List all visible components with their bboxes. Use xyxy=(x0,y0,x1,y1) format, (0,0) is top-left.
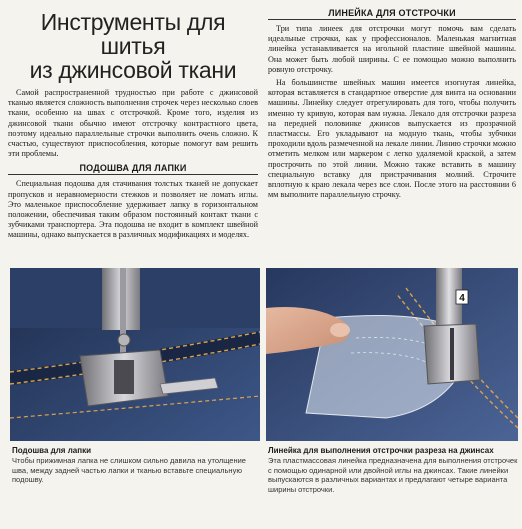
ruler-paragraph-2: На большинстве швейных машин имеется изогнутая линейка, которая вставляется в стандартное отверстие для винта на основании машины. Линейку следует отрегулировать для того, чтобы получить именно ту кривую, которая вам нужна. Лекало для отстрочки разреза на передней половинке джинсов выпускается из прозрачной пластмассы. Его укладывают на модную ткань, чтобы зубчики проходили вдоль размеченной на лекале линии. Линию строчки можно отметить мелком или маркером с легко удаляемой краской, а затем прострочить по этой линии. Можно также вставить в машину специальную вставку для пристрачивания молний. Строчите вплотную к краю лекала через все слои. После этого на расстоянии 6 мм выполните параллельную строчку. xyxy=(268,78,516,200)
seam-guide-photo xyxy=(266,268,518,441)
ruler-paragraph-1: Три типа линеек для отстрочки могут помочь вам сделать идеальные строчки, как у профессионалов. Маленькая магнитная линейка устанавливается на игольной пластине швейной машины. Она может быть любой ширины. С ее помощью можно выполнить ровную отстрочку. xyxy=(268,24,516,74)
presser-foot-illustration xyxy=(10,268,260,441)
presser-foot-caption-title: Подошва для лапки xyxy=(12,446,91,455)
intro-paragraph: Самой распространенной трудностью при работе с джинсовой тканью является сложность выполнения строчек через несколько слоев ткани, особенно на швах с отстрочкой. Кроме того, изделия из джинсовой ткани обычно имеют отстрочку контрастного цвета, поэтому идеально параллельные строчки выполнить очень сложно. К счастью, существуют приспособления, которые помогут вам решить эти проблемы. xyxy=(8,88,258,159)
left-column xyxy=(8,0,258,244)
presser-foot-caption xyxy=(12,446,260,485)
right-column xyxy=(268,0,516,203)
seam-guide-number: 4 xyxy=(459,293,465,304)
ruler-section-heading: ЛИНЕЙКА ДЛЯ ОТСТРОЧКИ xyxy=(268,8,516,20)
page-title: Инструменты для шитья из джинсовой ткани xyxy=(29,9,237,83)
foot-section-heading: ПОДОШВА ДЛЯ ЛАПКИ xyxy=(8,163,258,175)
presser-foot-photo xyxy=(10,268,260,441)
seam-guide-caption-title: Линейка для выполнения отстрочки разреза на джинсах xyxy=(268,446,494,455)
seam-guide-caption-text: Эта пластмассовая линейка предназначена для выполнения отстрочек с помощью одинарной или двойной иглы на джинсах. Такие линейки выпускаются в различных вариантах и предлагают четыре варианта ширины отстрочки. xyxy=(268,456,518,494)
foot-paragraph: Специальная подошва для стачивания толстых тканей не допускает пропусков и неравномерности стежков и позволяет не ломать иглы. Это маленькое приспособление удерживает лапку в горизонтальном положении, обеспечивая таким образом постоянный контакт ткани с зубчиками транспортера. Эта подошва не входит в комплект швейной машины, однако выпускается в различных модификациях и моделях. xyxy=(8,179,258,240)
presser-foot-caption-text: Чтобы прижимная лапка не слишком сильно давила на утолщение шва, между задней частью лапки и тканью вставьте специальную подошву. xyxy=(12,456,246,484)
seam-guide-illustration xyxy=(266,268,518,441)
seam-guide-caption xyxy=(268,446,518,494)
